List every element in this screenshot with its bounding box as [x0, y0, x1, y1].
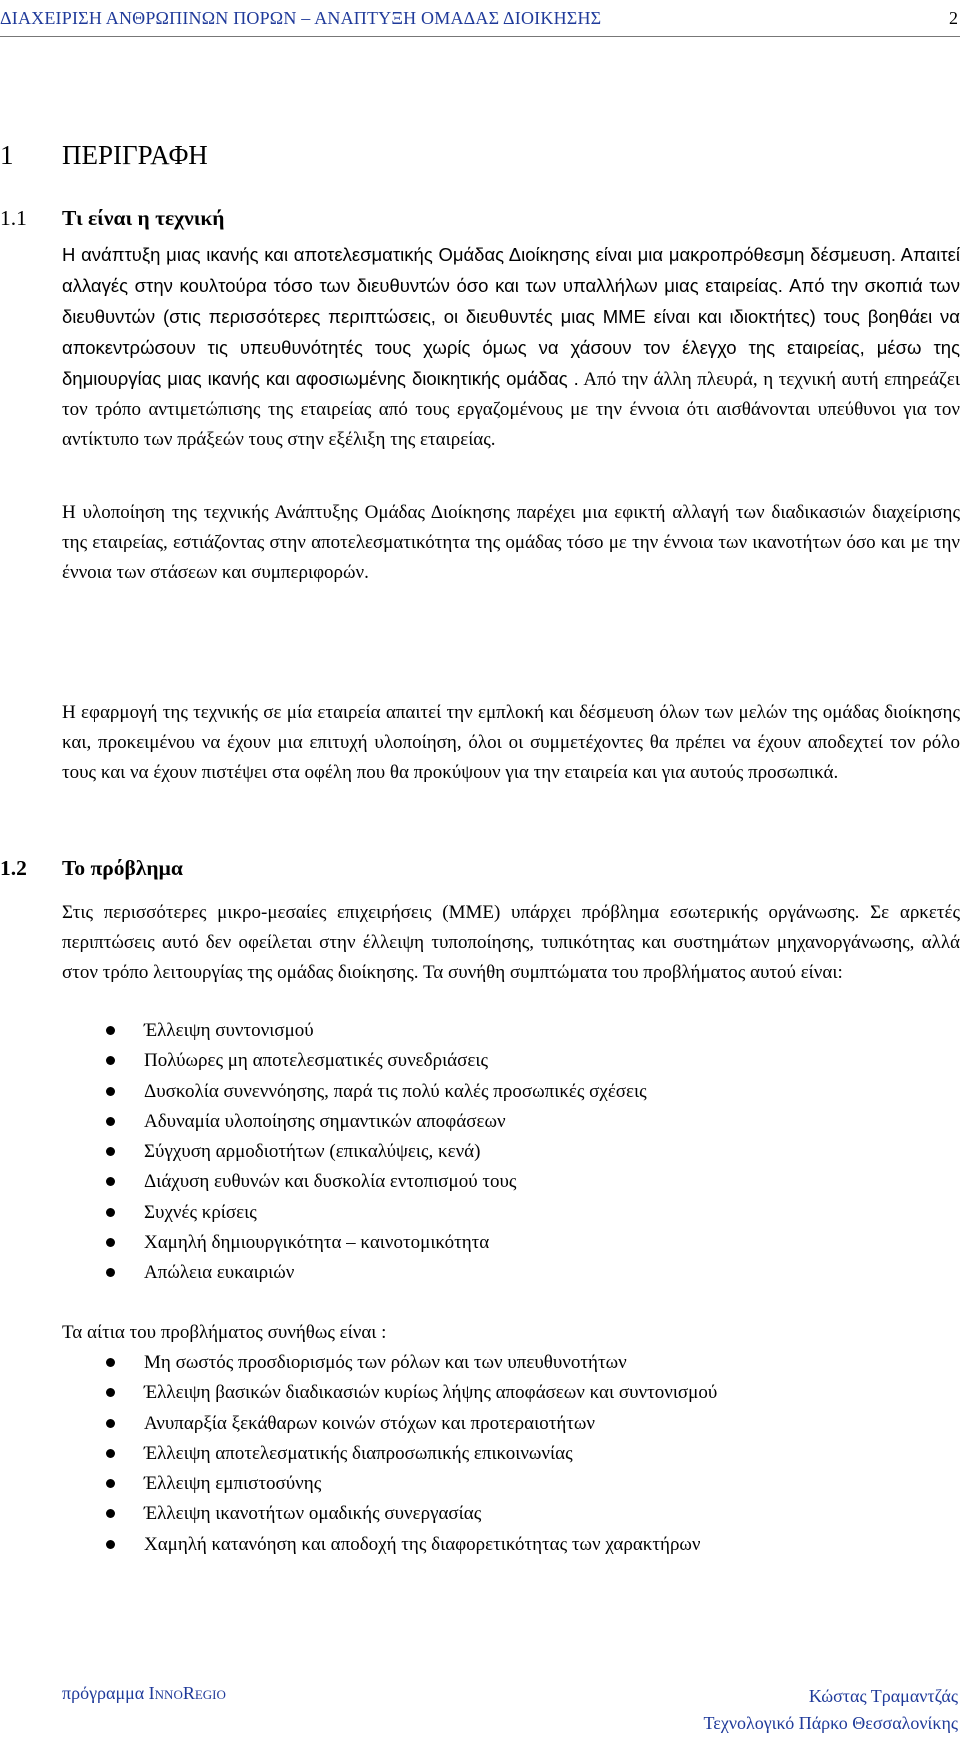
- bullet-icon: [106, 1449, 115, 1458]
- list-item: Διάχυση ευθυνών και δυσκολία εντοπισμού τους: [62, 1167, 960, 1197]
- footer-organization: Τεχνολογικό Πάρκο Θεσσαλονίκης: [703, 1713, 958, 1733]
- paragraph-1-part-c: Από την άλλη πλευρά, η τεχνική αυτή επηρεάζει τον τρόπο αντιμετώπισης της εταιρείας από τους εργαζομένους με την έννοια ότι αισθάνονται υπεύθυνοι για τον αντίκτυπο των πράξεών τους στην εξέλιξη της εταιρείας.: [62, 369, 960, 450]
- header-title: ΔΙΑΧΕΙΡΙΣΗ ΑΝΘΡΩΠΙΝΩΝ ΠΟΡΩΝ – ΑΝΑΠΤΥΞΗ ΟΜΑΔΑΣ ΔΙΟΙΚΗΣΗΣ: [0, 8, 602, 28]
- list-item: Συχνές κρίσεις: [62, 1198, 960, 1228]
- section-1-number: 1: [0, 140, 14, 170]
- bullet-icon: [106, 1268, 115, 1277]
- bullet-icon: [106, 1117, 115, 1126]
- bullet-icon: [106, 1087, 115, 1096]
- section-1-1-title: Τι είναι η τεχνική: [62, 206, 225, 230]
- footer-credits: [704, 1683, 958, 1737]
- section-1-2-paragraph-1: Στις περισσότερες μικρο-μεσαίες επιχειρήσεις (ΜΜΕ) υπάρχει πρόβλημα εσωτερικής οργάνωσης. Σε αρκετές περιπτώσεις αυτό δεν οφείλεται στην έλλειψη τυποποίησης, τυπικότητας και συστημάτων μηχανοργάνωσης, αλλά στον τρόπο λειτουργίας της ομάδας διοίκησης. Τα συνήθη συμπτώματα του προβλήματος αυτού είναι:: [62, 902, 960, 983]
- bullet-icon: [106, 1419, 115, 1428]
- list-item: Έλλειψη συντονισμού: [62, 1016, 960, 1046]
- bullet-icon: [106, 1358, 115, 1367]
- page-number: 2: [949, 8, 958, 28]
- section-1-1-number: 1.1: [0, 206, 27, 230]
- section-1-heading: [0, 140, 208, 171]
- symptoms-list: [62, 1016, 960, 1289]
- list-item: Ανυπαρξία ξεκάθαρων κοινών στόχων και προτεραιοτήτων: [62, 1409, 960, 1439]
- bullet-icon: [106, 1056, 115, 1065]
- list-item: Σύγχυση αρμοδιοτήτων (επικαλύψεις, κενά): [62, 1137, 960, 1167]
- section-1-1-paragraph-3: Η εφαρμογή της τεχνικής σε μία εταιρεία απαιτεί την εμπλοκή και δέσμευση όλων των μελών της ομάδας διοίκησης και, προκειμένου να έχουν μια επιτυχή υλοποίηση, όλοι οι συμμετέχοντες θα πρέπει να έχουν αποδεχτεί τον ρόλο τους και να έχουν πιστέψει στα οφέλη που θα προκύψουν για την εταιρεία και για αυτούς προσωπικά.: [62, 702, 960, 783]
- bullet-icon: [106, 1479, 115, 1488]
- causes-list: [62, 1348, 960, 1560]
- list-item: Έλλειψη βασικών διαδικασιών κυρίως λήψης αποφάσεων και συντονισμού: [62, 1378, 960, 1408]
- bullet-icon: [106, 1388, 115, 1397]
- bullet-icon: [106, 1177, 115, 1186]
- section-1-1-heading: [0, 206, 225, 231]
- bullet-icon: [106, 1540, 115, 1549]
- section-1-1-paragraph-2: Η υλοποίηση της τεχνικής Ανάπτυξης Ομάδας Διοίκησης παρέχει μια εφικτή αλλαγή των διαδικασιών διαχείρισης της εταιρείας, εστιάζοντας στην αποτελεσματικότητα της ομάδας τόσο με την έννοια των ικανοτήτων όσο και με την έννοια των στάσεων και συμπεριφορών.: [62, 502, 960, 583]
- bullet-icon: [106, 1509, 115, 1518]
- bullet-icon: [106, 1208, 115, 1217]
- list-item: Έλλειψη αποτελεσματικής διαπροσωπικής επικοινωνίας: [62, 1439, 960, 1469]
- page-header: [0, 6, 960, 37]
- list-item: Αδυναμία υλοποίησης σημαντικών αποφάσεων: [62, 1107, 960, 1137]
- footer-program: [62, 1683, 226, 1704]
- footer-program-name: InnoRegio: [148, 1683, 226, 1703]
- section-1-2-heading: [0, 856, 183, 881]
- paragraph-1-part-b: Από την σκοπιά των διευθυντών (στις περισσότερες περιπτώσεις, οι διευθυντές μιας ΜΜΕ είναι και ιδιοκτήτες) τους βοηθάει να αποκεντρώσουν τις υπευθυνότητές τους χωρίς όμως να χάσουν τον έλεγχο της εταιρείας, μέσω της δημιουργίας μιας ικανής και αφοσιωμένης διοικητικής ομάδας .: [62, 275, 960, 389]
- list-item: Έλλειψη εμπιστοσύνης: [62, 1469, 960, 1499]
- list-item: Πολύωρες μη αποτελεσματικές συνεδριάσεις: [62, 1046, 960, 1076]
- bullet-icon: [106, 1026, 115, 1035]
- section-1-2-title: Το πρόβλημα: [62, 856, 183, 880]
- list-item: Απώλεια ευκαιριών: [62, 1258, 960, 1288]
- list-item: Δυσκολία συνεννόησης, παρά τις πολύ καλές προσωπικές σχέσεις: [62, 1077, 960, 1107]
- paragraph-1-part-a: Η ανάπτυξη μιας ικανής και αποτελεσματικής Ομάδας Διοίκησης είναι μια μακροπρόθεσμη δέσμευση. Απαιτεί αλλαγές στην κουλτούρα τόσο των διευθυντών όσο και των υπαλλήλων μιας εταιρείας.: [62, 244, 960, 296]
- list-item: Χαμηλή δημιουργικότητα – καινοτομικότητα: [62, 1228, 960, 1258]
- section-1-title: ΠΕΡΙΓΡΑΦΗ: [62, 140, 208, 170]
- section-1-2-number: 1.2: [0, 856, 27, 880]
- list-item: Έλλειψη ικανοτήτων ομαδικής συνεργασίας: [62, 1499, 960, 1529]
- list-item: Χαμηλή κατανόηση και αποδοχή της διαφορετικότητας των χαρακτήρων: [62, 1530, 960, 1560]
- section-1-1-paragraph-1: [62, 240, 960, 455]
- causes-intro: Τα αίτια του προβλήματος συνήθως είναι :: [62, 1322, 387, 1343]
- footer-program-prefix: πρόγραμμα: [62, 1683, 145, 1703]
- bullet-icon: [106, 1147, 115, 1156]
- footer-author: Κώστας Τραμαντζάς: [808, 1686, 958, 1706]
- bullet-icon: [106, 1238, 115, 1247]
- list-item: Μη σωστός προσδιορισμός των ρόλων και των υπευθυνοτήτων: [62, 1348, 960, 1378]
